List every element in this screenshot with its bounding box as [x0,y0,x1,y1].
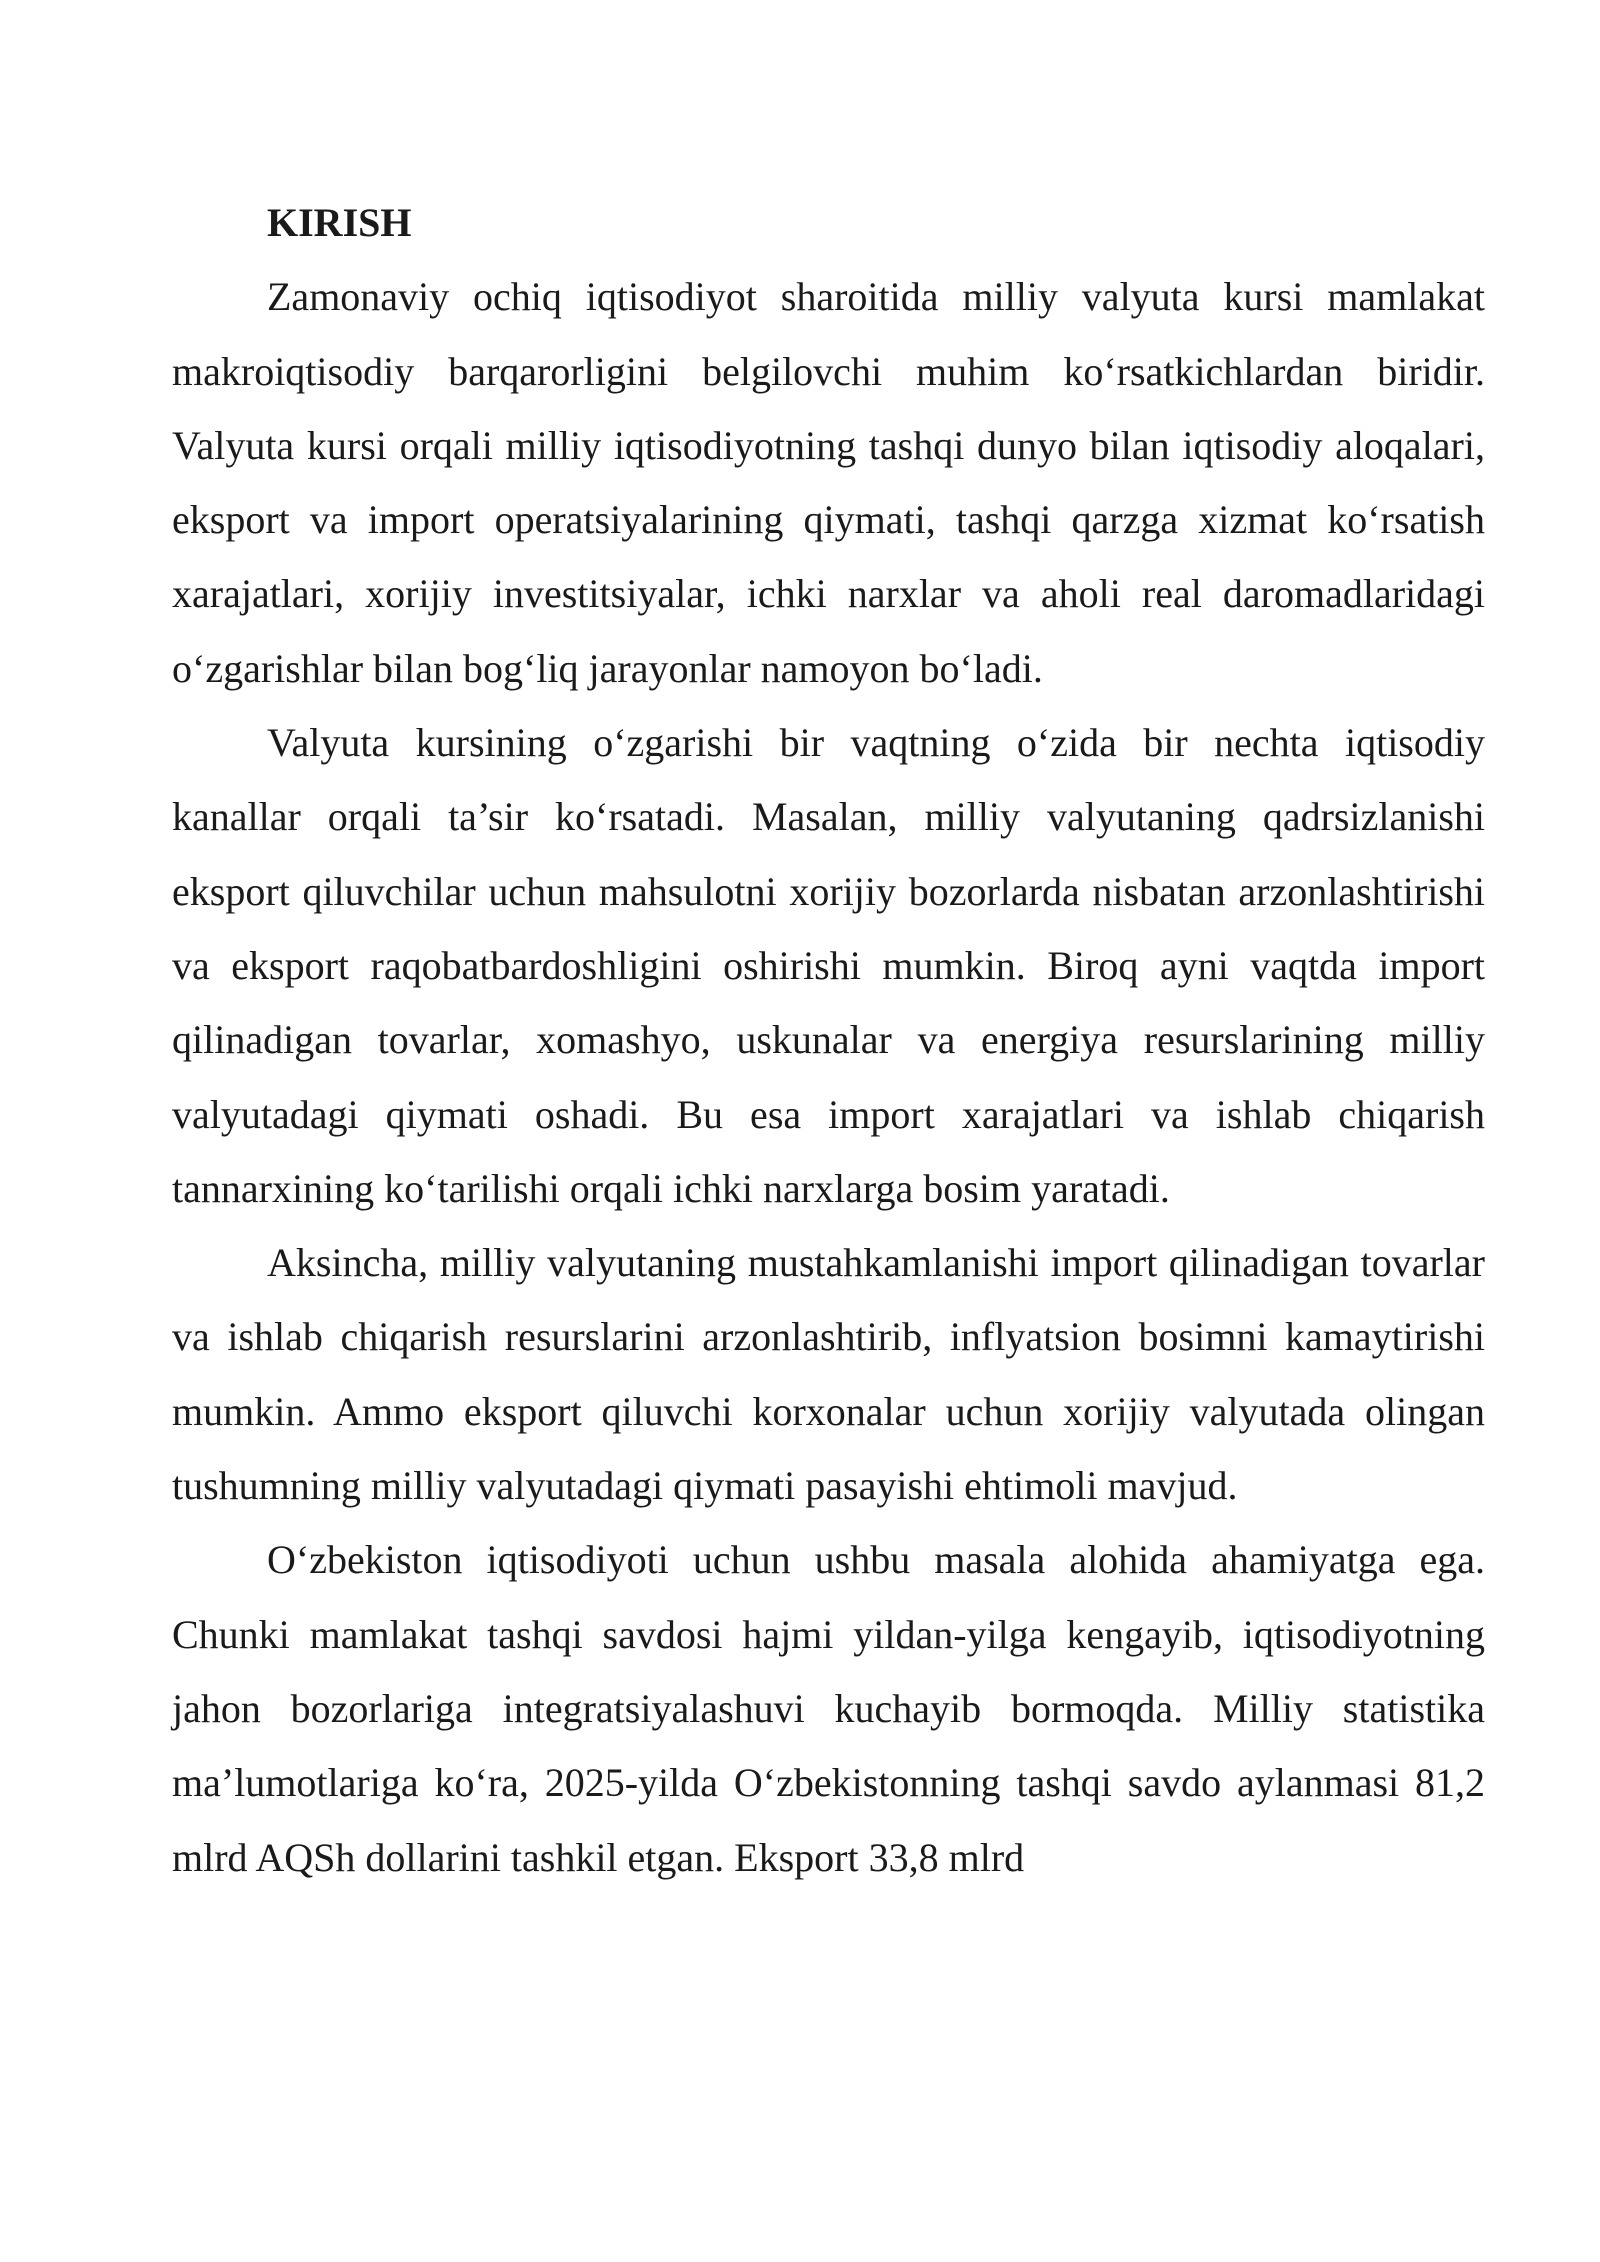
paragraph-4: O‘zbekiston iqtisodiyoti uchun ushbu masala alohida ahamiyatga ega. Chunki mamlakat tashqi savdosi hajmi yildan-yilga kengayib, iqtisodiyotning jahon bozorlariga integratsiyalashuvi kuchayib bormoqda. Milliy statistika ma’lumotlariga ko‘ra, 2025-yilda O‘zbekistonning tashqi savdo aylanmasi 81,2 mlrd AQSh dollarini tashkil etgan. Eksport 33,8 mlrd [172,1537,1485,1880]
section-heading: KIRISH [267,200,412,245]
paragraph-1: Zamonaviy ochiq iqtisodiyot sharoitida milliy valyuta kursi mamlakat makroiqtisodiy barqarorligini belgilovchi muhim ko‘rsatkichlardan biridir. Valyuta kursi orqali milliy iqtisodiyotning tashqi dunyo bilan iqtisodiy aloqalari, eksport va import operatsiyalarining qiymati, tashqi qarzga xizmat ko‘rsatish xarajatlari, xorijiy investitsiyalar, ichki narxlar va aholi real daromadlaridagi o‘zgarishlar bilan bog‘liq jarayonlar namoyon bo‘ladi. [172,274,1485,691]
paragraph-2: Valyuta kursining o‘zgarishi bir vaqtning o‘zida bir nechta iqtisodiy kanallar orqali ta’sir ko‘rsatadi. Masalan, milliy valyutaning qadrsizlanishi eksport qiluvchilar uchun mahsulotni xorijiy bozorlarda nisbatan arzonlashtirishi va eksport raqobatbardoshligini oshirishi mumkin. Biroq ayni vaqtda import qilinadigan tovarlar, xomashyo, uskunalar va energiya resurslarining milliy valyutadagi qiymati oshadi. Bu esa import xarajatlari va ishlab chiqarish tannarxining ko‘tarilishi orqali ichki narxlarga bosim yaratadi. [172,720,1485,1211]
document-body [172,186,1485,1895]
paragraph-3: Aksincha, milliy valyutaning mustahkamlanishi import qilinadigan tovarlar va ishlab chiqarish resurslarini arzonlashtirib, inflyatsion bosimni kamaytirishi mumkin. Ammo eksport qiluvchi korxonalar uchun xorijiy valyutada olingan tushumning milliy valyutadagi qiymati pasayishi ehtimoli mavjud. [172,1240,1485,1509]
